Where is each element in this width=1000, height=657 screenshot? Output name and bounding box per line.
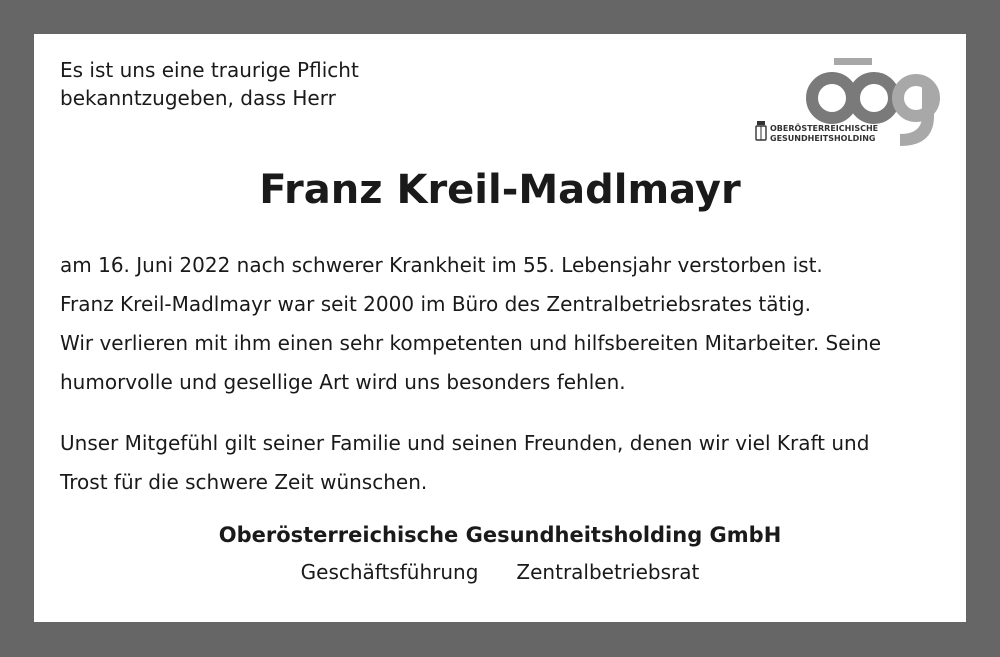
department-works-council: Zentralbetriebsrat bbox=[516, 560, 700, 584]
coat-of-arms-icon bbox=[756, 121, 766, 140]
paragraph-line: humorvolle und gesellige Art wird uns besonders fehlen. bbox=[60, 370, 626, 394]
deceased-name: Franz Kreil-Madlmayr bbox=[259, 167, 741, 213]
intro-line: bekanntzugeben, dass Herr bbox=[60, 86, 336, 110]
logo-wordmark bbox=[770, 124, 878, 144]
obituary-paragraph-2 bbox=[60, 424, 950, 502]
logo-text-line: GESUNDHEITSHOLDING bbox=[770, 134, 876, 143]
paragraph-line: Wir verlieren mit ihm einen sehr kompetenten und hilfsbereiten Mitarbeiter. Seine bbox=[60, 331, 882, 355]
obituary-paragraph-1 bbox=[60, 246, 950, 402]
oeg-logo bbox=[750, 54, 946, 170]
intro-line: Es ist uns eine traurige Pflicht bbox=[60, 58, 359, 82]
paragraph-line: Unser Mitgefühl gilt seiner Familie und seinen Freunden, denen wir viel Kraft und bbox=[60, 431, 870, 455]
intro-text bbox=[60, 56, 359, 112]
logo-text-line: OBERÖSTERREICHISCHE bbox=[770, 124, 879, 133]
department-management: Geschäftsführung bbox=[300, 560, 479, 584]
company-name: Oberösterreichische Gesundheitsholding GmbH bbox=[218, 523, 782, 547]
signatories bbox=[34, 556, 966, 588]
oeg-logo-mark bbox=[750, 54, 946, 170]
paragraph-line: Franz Kreil-Madlmayr war seit 2000 im Büro des Zentralbetriebsrates tätig. bbox=[60, 292, 811, 316]
paragraph-line: am 16. Juni 2022 nach schwerer Krankheit im 55. Lebensjahr verstorben ist. bbox=[60, 253, 823, 277]
paragraph-line: Trost für die schwere Zeit wünschen. bbox=[60, 470, 428, 494]
obituary-card bbox=[34, 34, 966, 622]
